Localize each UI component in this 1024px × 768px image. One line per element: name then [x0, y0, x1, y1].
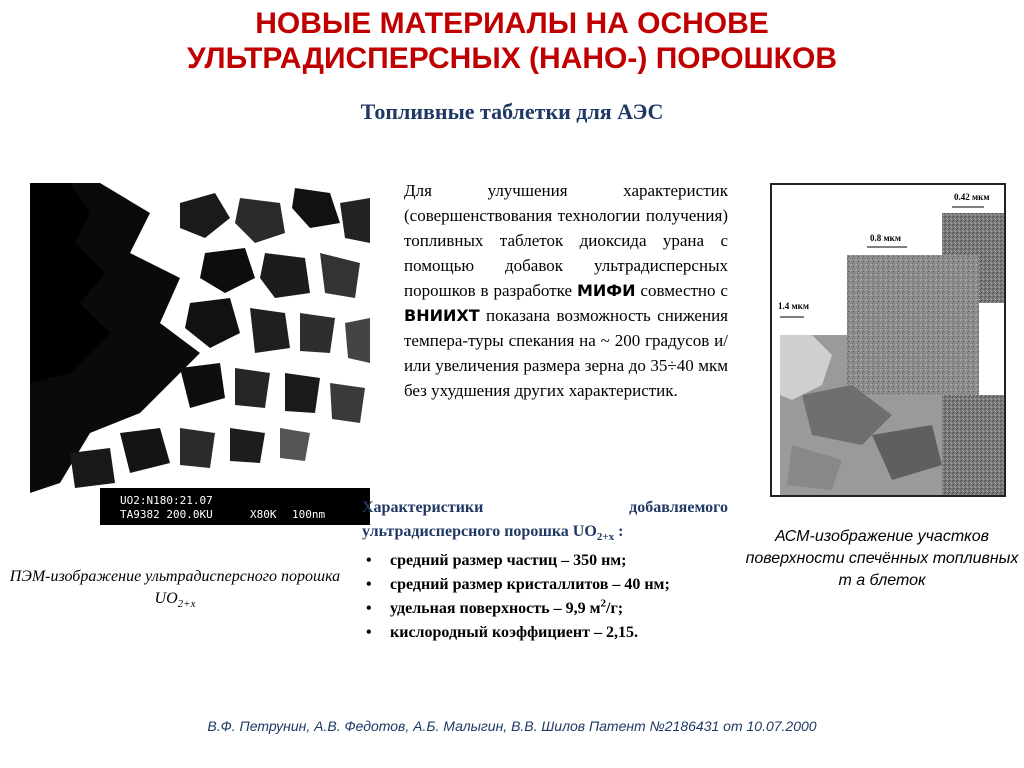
spec-item-text: кислородный коэффициент – 2,15.	[390, 624, 638, 642]
tem-image	[30, 183, 370, 525]
specs-list	[362, 549, 728, 645]
tem-caption-sub: 2+x	[177, 598, 196, 611]
afm-label-08: 0.8 мкм	[870, 233, 901, 243]
org-vniikht: ВНИИХТ	[404, 306, 480, 325]
spec-item-text: удельная поверхность – 9,9 м	[390, 600, 601, 618]
bullet-icon: •	[366, 624, 372, 642]
list-item	[362, 621, 728, 645]
powder-specs	[362, 496, 728, 645]
tem-overlay-line-2: TA9382 200.0KU	[120, 508, 213, 521]
tem-overlay-line-1: UO2:N180:21.07	[120, 494, 213, 507]
spec-item-sup: 2	[600, 597, 606, 610]
specs-heading-line-2	[362, 520, 728, 549]
specs-heading-line-1: Характеристики добавляемого	[362, 499, 728, 516]
afm-caption: АСМ-изображение участков поверхности спечённых топливных т а блеток	[745, 528, 1019, 589]
tem-caption	[0, 566, 350, 615]
spec-item-text: средний размер частиц – 350 нм;	[390, 552, 627, 570]
list-item	[362, 573, 728, 597]
spec-item-text: средний размер кристаллитов – 40 нм;	[390, 576, 670, 594]
para-part-3: показана возможность снижения темпера-туры спекания на ~ 200 градусов и/или увеличения размера зерна до 35÷40 мкм без ухудшения других характеристик.	[404, 306, 728, 400]
list-item	[362, 597, 728, 621]
page-subtitle: Топливные таблетки для АЭС	[360, 99, 664, 124]
bullet-icon: •	[366, 600, 372, 618]
bullet-icon: •	[366, 576, 372, 594]
specs-heading-text: ультрадисперсного порошка UO	[362, 523, 597, 540]
afm-image	[770, 183, 1006, 497]
bullet-icon: •	[366, 552, 372, 570]
page-title	[0, 6, 1024, 76]
afm-label-14: 1.4 мкм	[778, 301, 809, 311]
para-part-1: Для улучшения характеристик (совершенствования технологии получения) топливных таблеток диоксида урана с помощью добавок ультрадисперсных порошков в разработке	[404, 181, 728, 300]
title-line-2: УЛЬТРАДИСПЕРСНЫХ (НАНО-) ПОРОШКОВ	[187, 42, 837, 75]
specs-heading-sub: 2+x	[596, 531, 615, 544]
list-item	[362, 549, 728, 573]
title-line-1: НОВЫЕ МАТЕРИАЛЫ НА ОСНОВЕ	[255, 7, 769, 40]
tem-caption-text: ПЭМ-изображение ультрадисперсного порошка UO	[9, 568, 341, 607]
tem-overlay-scale: 100nm	[292, 508, 326, 521]
spec-item-text-end: /г;	[606, 600, 624, 618]
tem-overlay-mag: X80K	[250, 508, 277, 521]
para-part-2: совместно с	[635, 281, 728, 300]
tem-micrograph	[30, 183, 370, 525]
org-mifi: МИФИ	[576, 281, 636, 300]
afm-label-042: 0.42 мкм	[954, 192, 990, 202]
specs-heading-end: :	[614, 523, 624, 540]
description-paragraph	[404, 178, 728, 403]
afm-micrograph	[772, 185, 1004, 495]
footer-credit: В.Ф. Петрунин, А.В. Федотов, А.Б. Малыгин, В.В. Шилов Патент №2186431 от 10.07.2000	[207, 718, 817, 734]
